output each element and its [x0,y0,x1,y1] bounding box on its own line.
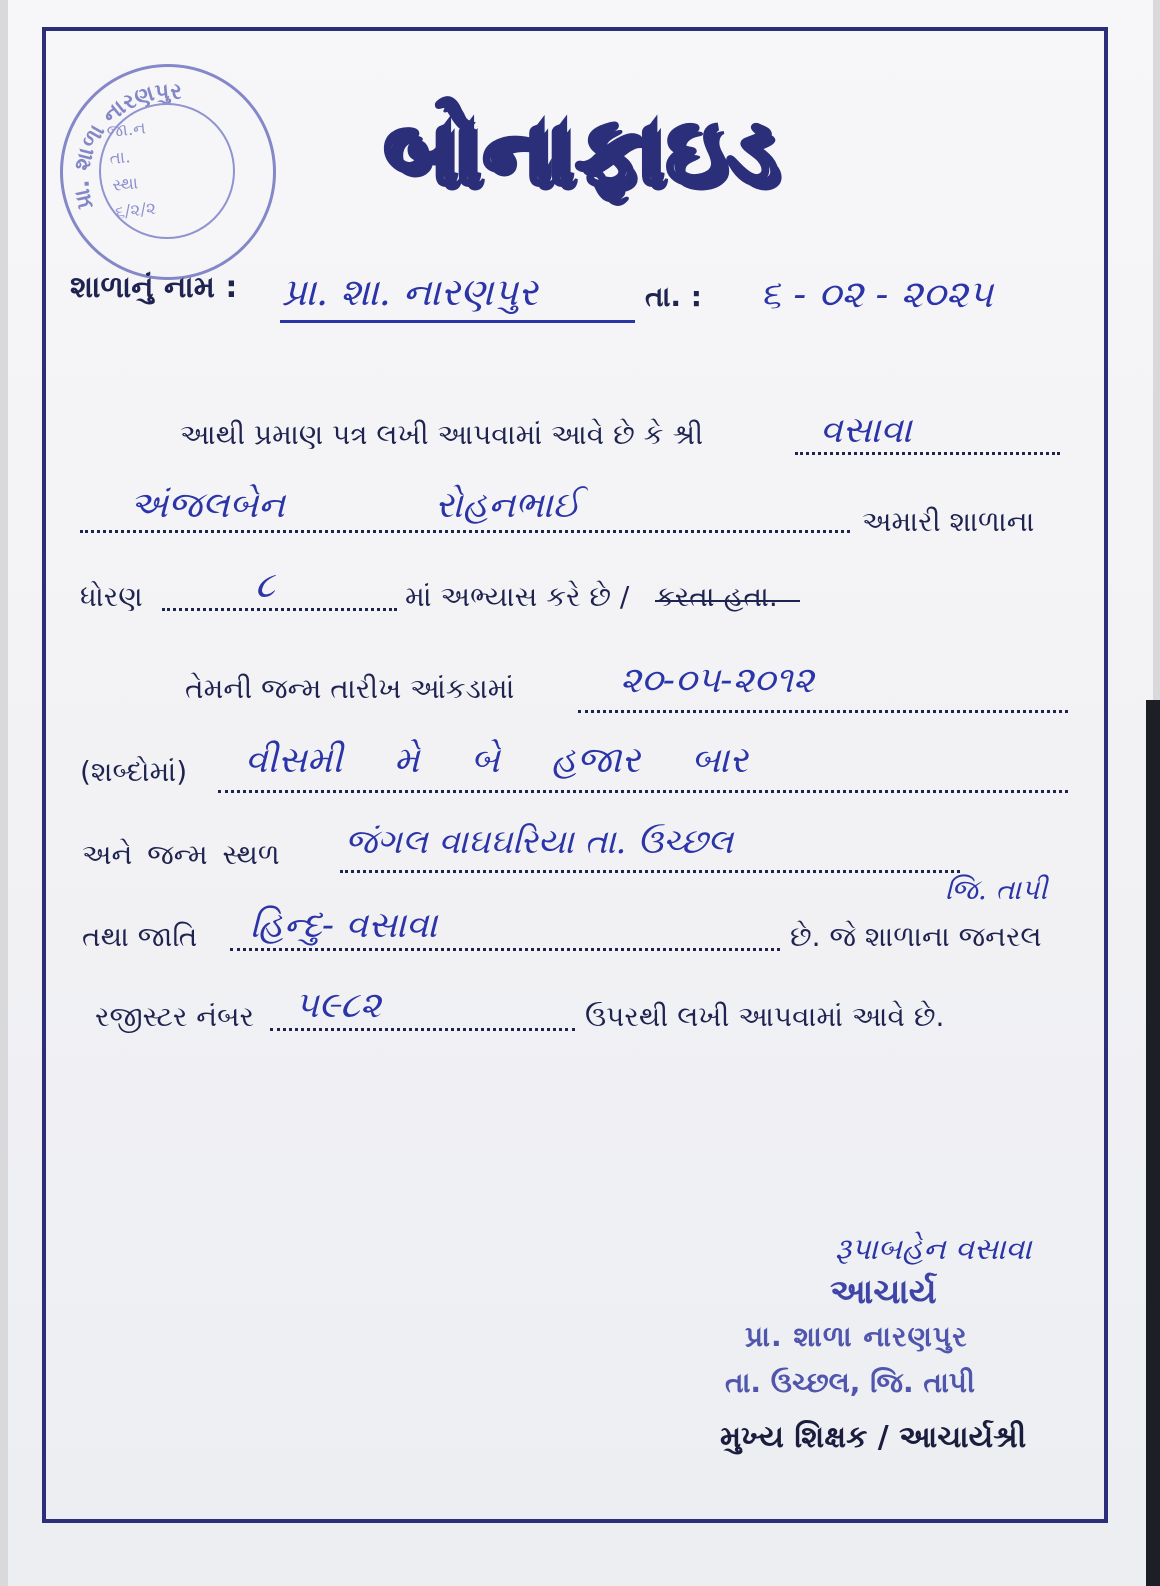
line1-dots [795,452,1060,455]
line2-value: અંજલબેન [130,485,285,526]
line7-value: હિન્દુ- વસાવા [250,905,438,946]
date-label: તા. : [645,280,703,313]
line5-value: વીસમી મે બે હજાર બાર [245,740,748,781]
line8-value: ૫૯૮૨ [295,985,381,1026]
signature-location: તા. ઉચ્છલ, જિ. તાપી [725,1366,975,1399]
stamp-field: જા.ન [105,118,147,143]
line2-dots [80,530,850,533]
line3-label: ધોરણ [80,580,143,613]
principal-signature: રૂપાબહેન વસાવા [835,1232,1032,1267]
line8-text: ઉપરથી લખી આપવામાં આવે છે. [585,1000,945,1033]
school-stamp [60,64,276,280]
stamp-field: તા. [108,147,132,170]
stamp-field: ૬/૨/૨ [114,198,158,223]
line6-label: અને જન્મ સ્થળ [82,838,280,871]
date-value: ૬ - ૦૨ - ૨૦૨૫ [760,272,993,316]
line7-label: તથા જાતિ [82,920,198,953]
line4-dots [578,710,1068,713]
footer-signatory: મુખ્ય શિક્ષક / આચાર્યશ્રી [720,1420,1027,1455]
line3-text: માં અભ્યાસ કરે છે / [405,580,630,613]
line7-dots [230,948,780,951]
background-edge [1146,700,1160,1586]
school-name-value: પ્રા. શા. નારણપુર [282,270,538,314]
principal-role: આચાર્ય [830,1272,937,1312]
line4-value: ૨૦-૦૫-૨૦૧૨ [620,660,815,701]
line1-text: આથી પ્રમાણ પત્ર લખી આપવામાં આવે છે કે શ્રી [180,418,704,451]
line4-text: તેમની જન્મ તારીખ આંકડામાં [185,672,515,705]
line3-struck: કરતા હતા. [655,580,778,613]
line8-label: રજીસ્ટર નંબર [95,1000,255,1033]
line7-text: છે. જે શાળાના જનરલ [790,920,1042,953]
line5-label: (શબ્દોમાં) [80,755,188,788]
line6-extra: જિ. તાપી [945,873,1048,906]
stamp-field: સ્થા [111,173,140,197]
line2-text: અમારી શાળાના [862,505,1035,538]
line8-dots [270,1028,575,1031]
line6-value: જંગલ વાઘઘરિયા તા. ઉચ્છલ [345,822,734,862]
certificate-title: બોનાફાઇડ [384,97,780,205]
stamp-ring-label: પ્રા. શાળા નારણપુર [69,79,183,212]
line3-strikethrough [655,600,800,602]
line2-value-b: રોહનભાઈ [435,485,581,526]
school-name-label: શાળાનું નામ : [70,270,238,305]
line3-value: ૮ [255,565,275,606]
signature-school: પ્રા. શાળા નારણપુર [745,1320,968,1353]
school-name-underline [280,320,635,323]
line5-dots [218,790,1068,793]
line6-dots [340,870,960,873]
line3-dots [162,608,397,611]
line1-value: વસાવા [820,410,912,451]
